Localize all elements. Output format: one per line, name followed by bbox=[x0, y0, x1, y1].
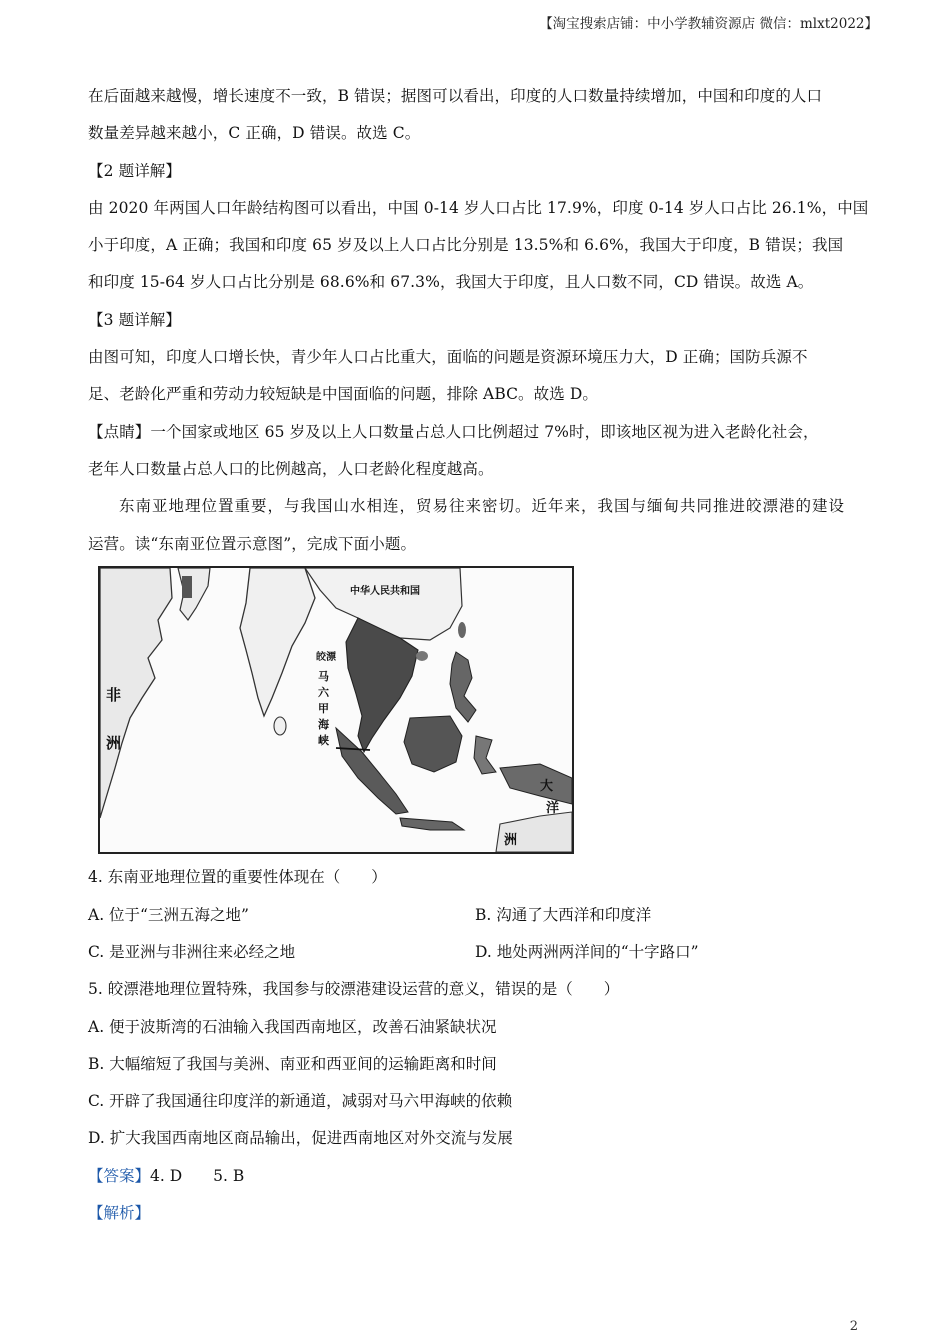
question-4-option-c[interactable]: C. 是亚洲与非洲往来必经之地 bbox=[88, 943, 296, 961]
paragraph-line: 在后面越来越慢，增长速度不一致，B 错误；据图可以看出，印度的人口数量持续增加，中国和印度的人口 bbox=[88, 87, 823, 105]
borneo-island bbox=[404, 716, 462, 772]
page-header: 【淘宝搜索店铺：中小学教辅资源店 微信：mlxt2022】 bbox=[539, 16, 878, 32]
java-island bbox=[400, 818, 464, 830]
arabia-dark-area bbox=[182, 576, 192, 598]
oceania-label-char: 大 bbox=[540, 779, 554, 794]
section-heading: 【3 题详解】 bbox=[88, 310, 181, 329]
question-5-option-b[interactable]: B. 大幅缩短了我国与美洲、南亚和西亚间的运输距离和时间 bbox=[88, 1055, 497, 1073]
strait-label-char: 峡 bbox=[318, 734, 329, 747]
africa-label-2: 洲 bbox=[106, 734, 122, 752]
section-heading: 【2 题详解】 bbox=[88, 161, 181, 180]
explanation-text bbox=[88, 78, 878, 563]
southeast-asia-map bbox=[98, 566, 574, 854]
sri-lanka bbox=[274, 717, 286, 735]
question-5-option-a[interactable]: A. 便于波斯湾的石油输入我国西南地区，改善石油紧缺状况 bbox=[88, 1018, 497, 1036]
answer-line bbox=[88, 1164, 244, 1186]
philippines-islands bbox=[450, 652, 476, 722]
new-guinea-island bbox=[500, 764, 572, 804]
china-label: 中华人民共和国 bbox=[350, 586, 420, 597]
answer-tag: 【答案】 bbox=[88, 1167, 151, 1185]
strait-label-char: 马 bbox=[318, 670, 329, 683]
question-4-option-b[interactable]: B. 沟通了大西洋和印度洋 bbox=[475, 906, 652, 924]
intro-line: 运营。读“东南亚位置示意图”，完成下面小题。 bbox=[88, 534, 417, 553]
strait-label-char: 六 bbox=[318, 686, 329, 699]
paragraph-line: 小于印度，A 正确；我国和印度 65 岁及以上人口占比分别是 13.5%和 6.6%，我国大于印度，B 错误；我国 bbox=[88, 236, 844, 255]
key-point-line: 【点睛】一个国家或地区 65 岁及以上人口数量占总人口比例超过 7%时，即该地区视为进入老龄化社会， bbox=[88, 422, 819, 441]
question-5-option-c[interactable]: C. 开辟了我国通往印度洋的新通道，减弱对马六甲海峡的依赖 bbox=[88, 1092, 513, 1110]
taiwan-island bbox=[458, 622, 466, 638]
question-4-stem: 4. 东南亚地理位置的重要性体现在（ ） bbox=[88, 868, 387, 886]
strait-label-char: 海 bbox=[318, 718, 329, 731]
oceania-label-char: 洲 bbox=[504, 833, 518, 848]
strait-label-char: 甲 bbox=[318, 702, 329, 715]
question-4-option-a[interactable]: A. 位于“三洲五海之地” bbox=[88, 906, 249, 924]
sulawesi-island bbox=[474, 736, 496, 774]
page-number: 2 bbox=[849, 1319, 858, 1334]
key-point-line: 老年人口数量占总人口的比例越高，人口老龄化程度越高。 bbox=[88, 459, 494, 478]
kyaukpyu-label: 皎漂 bbox=[316, 652, 336, 663]
oceania-label-char: 洋 bbox=[546, 801, 560, 816]
map-drawing bbox=[100, 568, 572, 852]
question-4-option-d[interactable]: D. 地处两洲两洋间的“十字路口” bbox=[475, 943, 699, 961]
hainan-island bbox=[416, 651, 428, 661]
paragraph-line: 数量差异越来越小，C 正确，D 错误。故选 C。 bbox=[88, 124, 421, 143]
africa-label-1: 非 bbox=[106, 686, 122, 704]
question-5-stem: 5. 皎漂港地理位置特殊，我国参与皎漂港建设运营的意义，错误的是（ ） bbox=[88, 980, 620, 998]
china-landmass bbox=[305, 568, 462, 640]
answer-value: 4. D 5. B bbox=[150, 1167, 245, 1185]
paragraph-line: 由 2020 年两国人口年龄结构图可以看出，中国 0-14 岁人口占比 17.9%，印度 0-14 岁人口占比 26.1%，中国 bbox=[88, 198, 869, 217]
intro-line: 东南亚地理位置重要，与我国山水相连，贸易往来密切。近年来，我国与缅甸共同推进皎漂港的建设 bbox=[119, 497, 846, 516]
analysis-tag: 【解析】 bbox=[88, 1204, 151, 1222]
paragraph-line: 足、老龄化严重和劳动力较短缺是中国面临的问题，排除 ABC。故选 D。 bbox=[88, 385, 599, 404]
india-landmass bbox=[240, 568, 315, 716]
question-5-option-d[interactable]: D. 扩大我国西南地区商品输出，促进西南地区对外交流与发展 bbox=[88, 1129, 513, 1147]
paragraph-line: 由图可知，印度人口增长快，青少年人口占比重大，面临的问题是资源环境压力大，D 正确；国防兵源不 bbox=[88, 348, 808, 367]
sumatra-island bbox=[336, 728, 408, 814]
paragraph-line: 和印度 15-64 岁人口占比分别是 68.6%和 67.3%，我国大于印度，且人口数不同，CD 错误。故选 A。 bbox=[88, 273, 814, 292]
